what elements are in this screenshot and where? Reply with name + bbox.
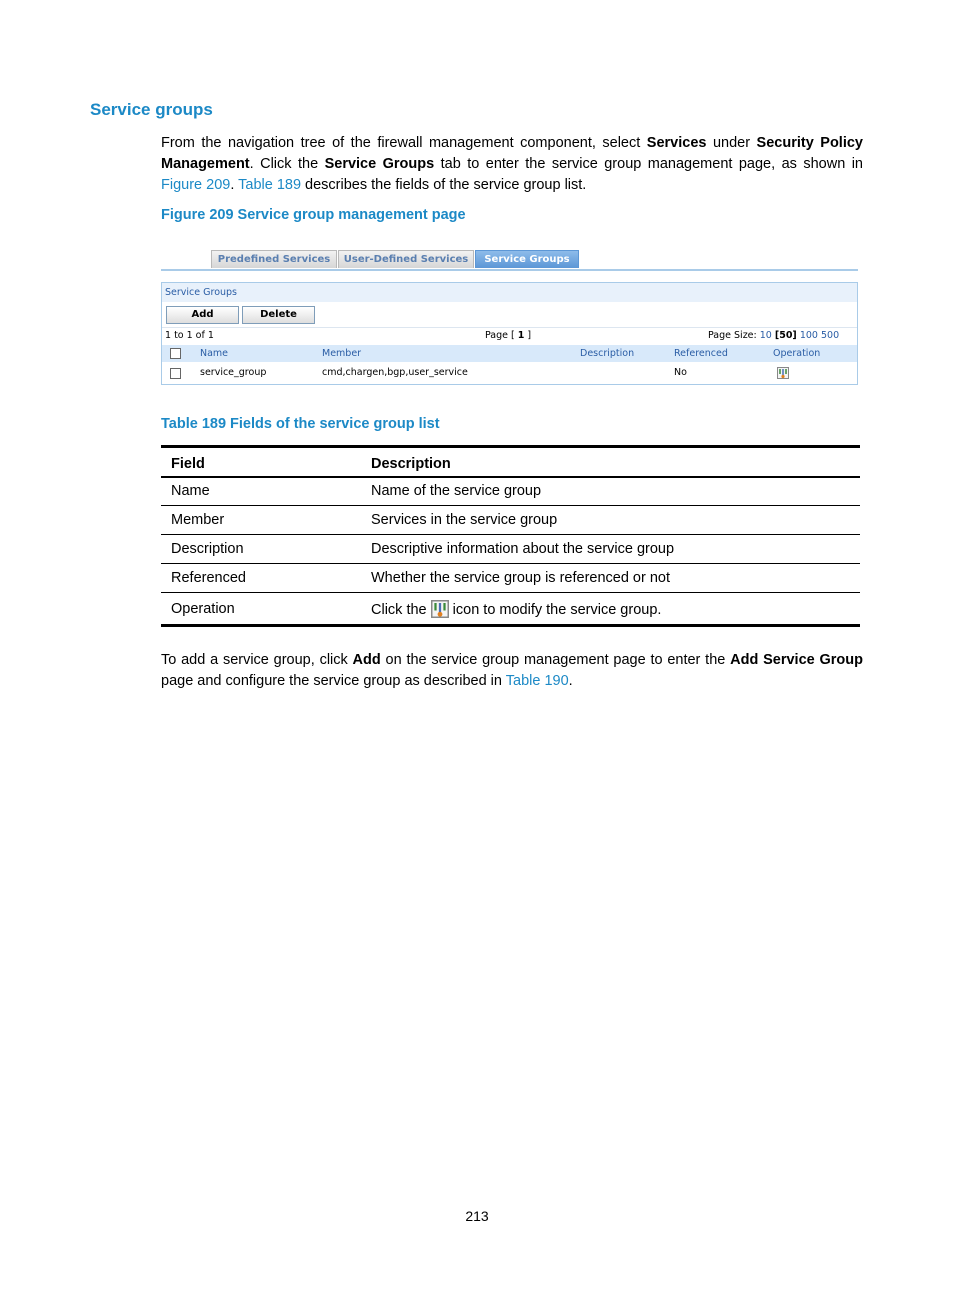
page-indicator: Page [ 1 ] [485,330,532,341]
table-row [161,535,860,564]
figure-caption: Figure 209 Service group management page [161,207,466,223]
tab-bar [161,245,858,271]
col-operation: Operation [773,348,821,359]
field-cell: Name [171,483,210,500]
add-button[interactable]: Add [166,306,239,324]
row-name: service_group [200,367,267,378]
row-checkbox[interactable] [170,368,181,379]
description-cell: Whether the service group is referenced or not [371,570,671,586]
field-cell: Description [171,541,244,557]
description-cell: Services in the service group [371,512,558,528]
list-header [162,345,857,362]
edit-icon [431,599,449,619]
table-row [161,477,860,506]
page-size: Page Size: 10 [50] 100 500 [708,330,840,341]
field-cell: Member [171,512,225,528]
table-caption: Table 189 Fields of the service group list [161,416,440,432]
tab-service-groups[interactable]: Service Groups [475,250,579,268]
delete-button[interactable]: Delete [242,306,315,324]
header-description: Description [371,455,451,472]
edit-icon[interactable] [777,367,789,379]
page-size-500[interactable]: 500 [820,330,840,341]
table-link[interactable]: Table 189 [238,177,302,193]
table-190-link[interactable]: Table 190 [505,673,569,689]
page-size-10[interactable]: 10 [759,330,772,341]
description-cell: Descriptive information about the service group [371,541,675,557]
tab-predefined-services[interactable]: Predefined Services [211,250,337,268]
description-cell: Click the icon to modify the service group. [361,593,860,626]
intro-paragraph: From the navigation tree of the firewall management component, select Services under Security Policy Management. Click the Service Groups tab to enter the service group management page, as shown in Figure 209. Table 189 describes the fields of the service group list. [161,135,863,193]
description-cell: Name of the service group [371,483,542,500]
row-member: cmd,chargen,bgp,user_service [322,367,468,378]
row-referenced: No [674,367,687,378]
outro-paragraph: To add a service group, click Add on the service group management page to enter the Add Service Group page and configure the service group as described in Table 190. [161,652,863,689]
service-groups-panel [161,282,858,385]
service-group-screenshot [161,245,858,385]
field-cell: Operation [171,600,235,617]
page-size-100[interactable]: 100 [799,330,818,341]
table-row [161,593,860,626]
pager [162,327,857,344]
header-field: Field [171,455,205,472]
table-row [161,506,860,535]
col-member[interactable]: Member [322,348,362,359]
table-row [161,564,860,593]
col-description[interactable]: Description [580,348,635,359]
figure-link[interactable]: Figure 209 [161,177,231,193]
tab-user-defined-services[interactable]: User-Defined Services [338,250,474,268]
table-header-row [161,447,860,477]
fields-table [161,445,860,627]
page-size-50: [50] [774,330,797,341]
col-name[interactable]: Name [200,348,229,359]
section-title: Service groups [90,100,213,119]
panel-title: Service Groups [162,283,857,302]
record-range: 1 to 1 of 1 [165,330,214,341]
table-row [162,364,857,382]
field-cell: Referenced [171,570,246,586]
col-referenced[interactable]: Referenced [674,348,728,359]
select-all-checkbox[interactable] [170,348,181,359]
page-number: 213 [465,1208,489,1224]
